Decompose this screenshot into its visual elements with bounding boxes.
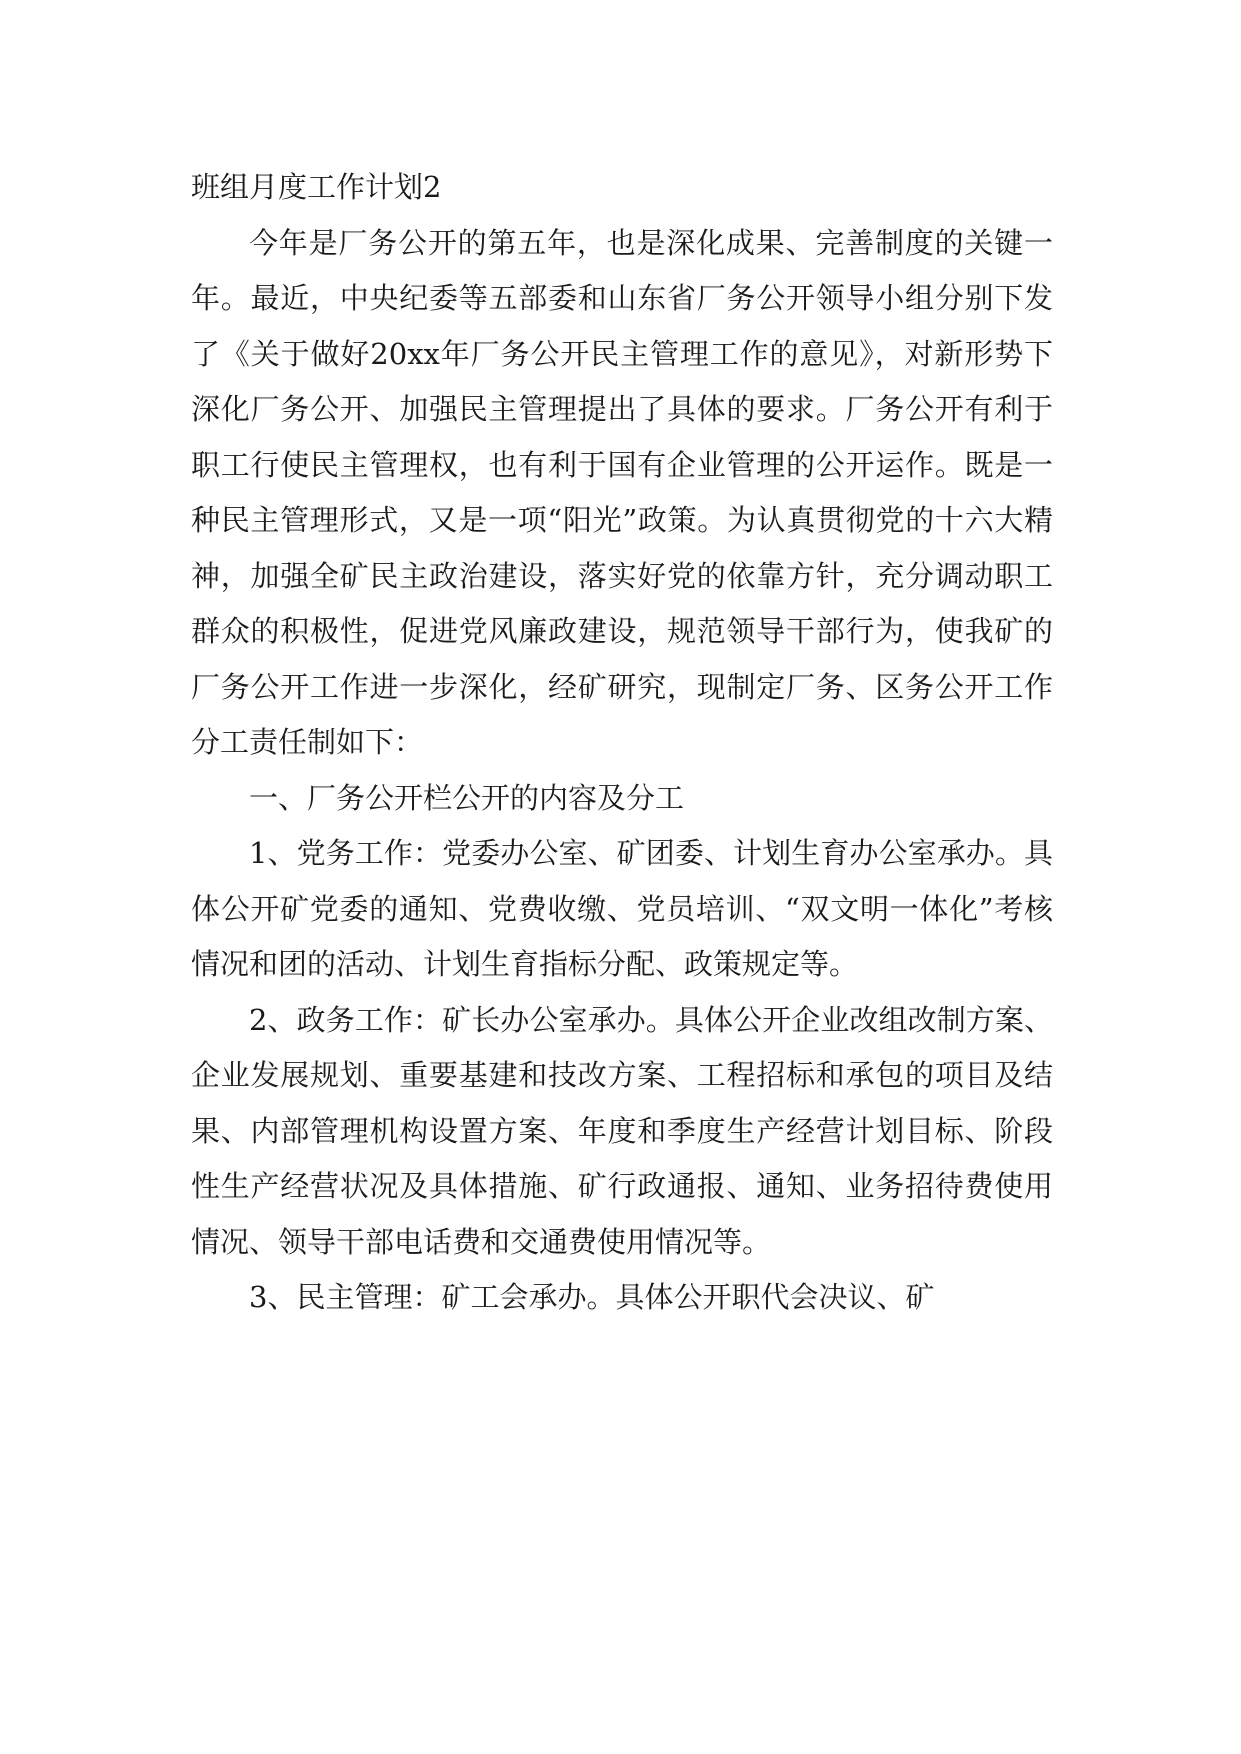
paragraph-government-affairs: 2、政务工作：矿长办公室承办。具体公开企业改组改制方案、企业发展规划、重要基建和技改方案、工程招标和承包的项目及结果、内部管理机构设置方案、年度和季度生产经营计划目标、阶段性生产经营状况及具体措施、矿行政通报、通知、业务招待费使用情况、领导干部电话费和交通费使用情况等。 [191, 1002, 1053, 1259]
paragraph-party-affairs: 1、党务工作：党委办公室、矿团委、计划生育办公室承办。具体公开矿党委的通知、党费收缴、党员培训、“双文明一体化”考核情况和团的活动、计划生育指标分配、政策规定等。 [191, 836, 1053, 981]
document-title: 班组月度工作计划2 [191, 170, 442, 204]
document-body [191, 160, 1053, 1326]
section-heading: 一、厂务公开栏公开的内容及分工 [249, 780, 685, 815]
paragraph-democratic-management: 3、民主管理：矿工会承办。具体公开职代会决议、矿 [249, 1280, 935, 1314]
paragraph-intro: 今年是厂务公开的第五年，也是深化成果、完善制度的关键一年。最近，中央纪委等五部委和山东省厂务公开领导小组分别下发了《关于做好20xx年厂务公开民主管理工作的意见》，对新形势下深化厂务公开、加强民主管理提出了具体的要求。厂务公开有利于职工行使民主管理权，也有利于国有企业管理的公开运作。既是一种民主管理形式，又是一项“阳光”政策。为认真贯彻党的十六大精神，加强全矿民主政治建设，落实好党的依靠方针，充分调动职工群众的积极性，促进党风廉政建设，规范领导干部行为，使我矿的厂务公开工作进一步深化，经矿研究，现制定厂务、区务公开工作分工责任制如下： [191, 225, 1053, 759]
